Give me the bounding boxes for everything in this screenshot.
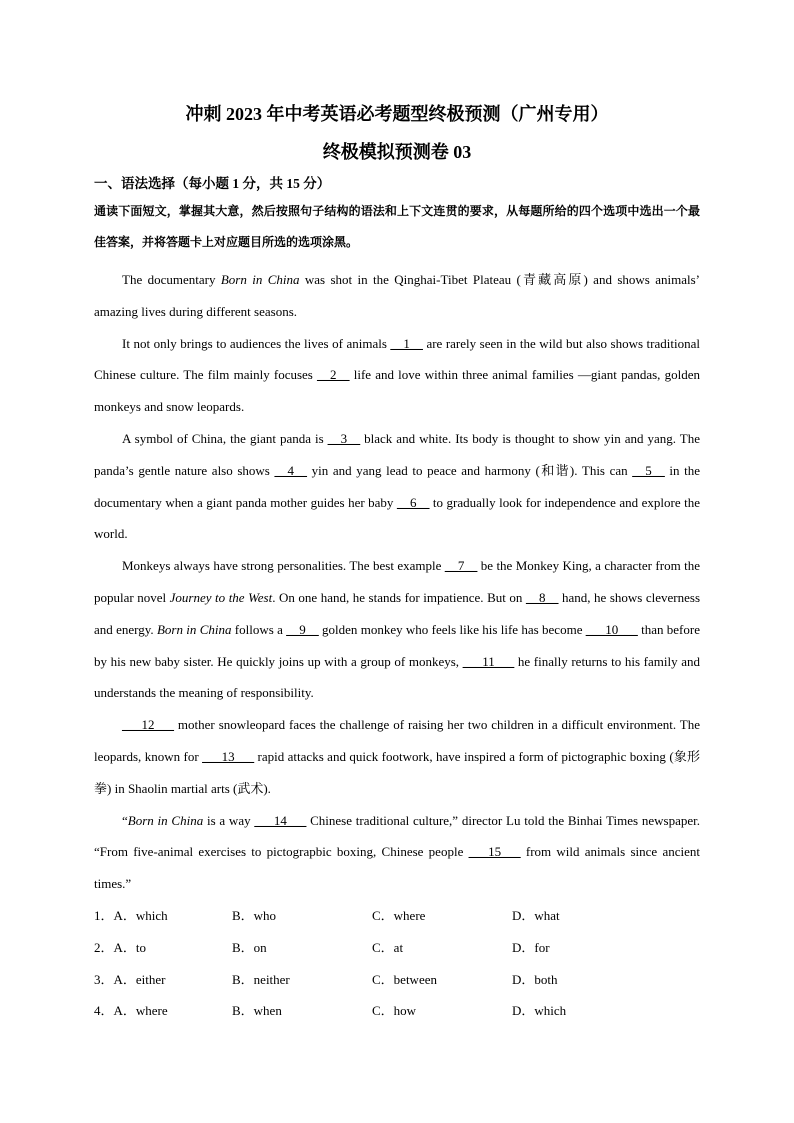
option-d[interactable]: D．which xyxy=(512,1003,567,1019)
blank-10: ___10___ xyxy=(585,621,638,637)
passage-paragraph-4: Monkeys always have strong personalities. The best example __7__ be the Monkey King, a character from the popular novel Journey to the West. On one hand, he stands for impatience. But on __8__ hand, he shows cleverness and energy. Born in China follows a __9__ golden monkey who feels like his life has become ___10___ than before by his new baby sister. He quickly joins up with a group of monkeys, ___11___ he finally returns to his family and understands the meaning of responsibility. xyxy=(94,558,700,701)
section-instructions: 通读下面短文，掌握其大意，然后按照句子结构的语法和上下文连贯的要求，从每题所给的四个选项中选出一个最佳答案，并将答题卡上对应题目所选的选项涂黑。 xyxy=(94,204,700,249)
blank-4: __4__ xyxy=(274,462,307,478)
blank-15: ___15___ xyxy=(468,844,521,860)
option-a[interactable]: 2．A．to xyxy=(94,939,147,955)
page-title: 冲刺 2023 年中考英语必考题型终极预测（广州专用） xyxy=(185,104,609,124)
option-b[interactable]: B．neither xyxy=(232,971,290,987)
question-options xyxy=(94,900,700,1027)
question-row xyxy=(94,932,700,964)
blank-3: __3__ xyxy=(327,430,361,446)
blank-1: __1__ xyxy=(390,335,423,351)
passage-paragraph-5: ___12___ mother snowleopard faces the challenge of raising her two children in a difficult environment. The leopards, known for ___13___ rapid attacks and quick footwork, have inspired a form of pictographic boxing (象形拳) in Shaolin martial arts (武术). xyxy=(94,717,700,796)
blank-5: __5__ xyxy=(632,462,665,478)
passage-paragraph-2: It not only brings to audiences the lives of animals __1__ are rarely seen in the wild but also shows traditional Chinese culture. The film mainly focuses __2__ life and love within three animal families —giant pandas, golden monkeys and snow leopards. xyxy=(94,335,700,415)
blank-7: __7__ xyxy=(444,558,478,574)
passage xyxy=(94,264,700,900)
option-b[interactable]: B．on xyxy=(232,939,267,955)
blank-8: __8__ xyxy=(525,589,559,605)
passage-paragraph-1: The documentary Born in China was shot in the Qinghai-Tibet Plateau (青藏高原) and shows animals’ amazing lives during different seasons. xyxy=(94,272,700,319)
blank-6: __6__ xyxy=(396,494,430,510)
option-a[interactable]: 3．A．either xyxy=(94,971,166,987)
blank-11: ___11___ xyxy=(462,653,515,669)
exam-page xyxy=(94,96,700,1027)
passage-paragraph-6: “Born in China is a way ___14___ Chinese traditional culture,” director Lu told the Binhai Times newspaper. “From five-animal exercises to pictograpbic boxing, Chinese people ___15___ from wild animals since ancient times.” xyxy=(94,812,700,892)
page-subtitle: 终极模拟预测卷 03 xyxy=(322,142,472,162)
passage-paragraph-3: A symbol of China, the giant panda is __3__ black and white. Its body is thought to show yin and yang. The panda’s gentle nature also shows __4__ yin and yang lead to peace and harmony (和谐). This can __5__ in the documentary when a giant panda mother guides her baby __6__ to gradually look for independence and explore the world. xyxy=(94,430,701,542)
blank-12: ___12___ xyxy=(122,717,174,733)
option-c[interactable]: C．at xyxy=(372,939,404,955)
question-row xyxy=(94,995,700,1027)
option-a[interactable]: 1．A．which xyxy=(94,907,168,923)
blank-2: __2__ xyxy=(317,367,350,383)
option-a[interactable]: 4．A．where xyxy=(94,1003,168,1019)
option-d[interactable]: D．for xyxy=(512,939,550,955)
option-c[interactable]: C．where xyxy=(372,907,426,923)
option-c[interactable]: C．how xyxy=(372,1003,417,1019)
option-b[interactable]: B．when xyxy=(232,1003,282,1019)
option-d[interactable]: D．what xyxy=(512,907,560,923)
question-row xyxy=(94,964,700,996)
option-b[interactable]: B．who xyxy=(232,907,277,923)
option-d[interactable]: D．both xyxy=(512,971,558,987)
question-row xyxy=(94,900,700,932)
blank-13: ___13___ xyxy=(202,748,255,764)
blank-9: __9__ xyxy=(286,621,319,637)
blank-14: ___14___ xyxy=(254,812,307,828)
option-c[interactable]: C．between xyxy=(372,971,437,987)
section-heading: 一、语法选择（每小题 1 分，共 15 分） xyxy=(94,176,331,191)
